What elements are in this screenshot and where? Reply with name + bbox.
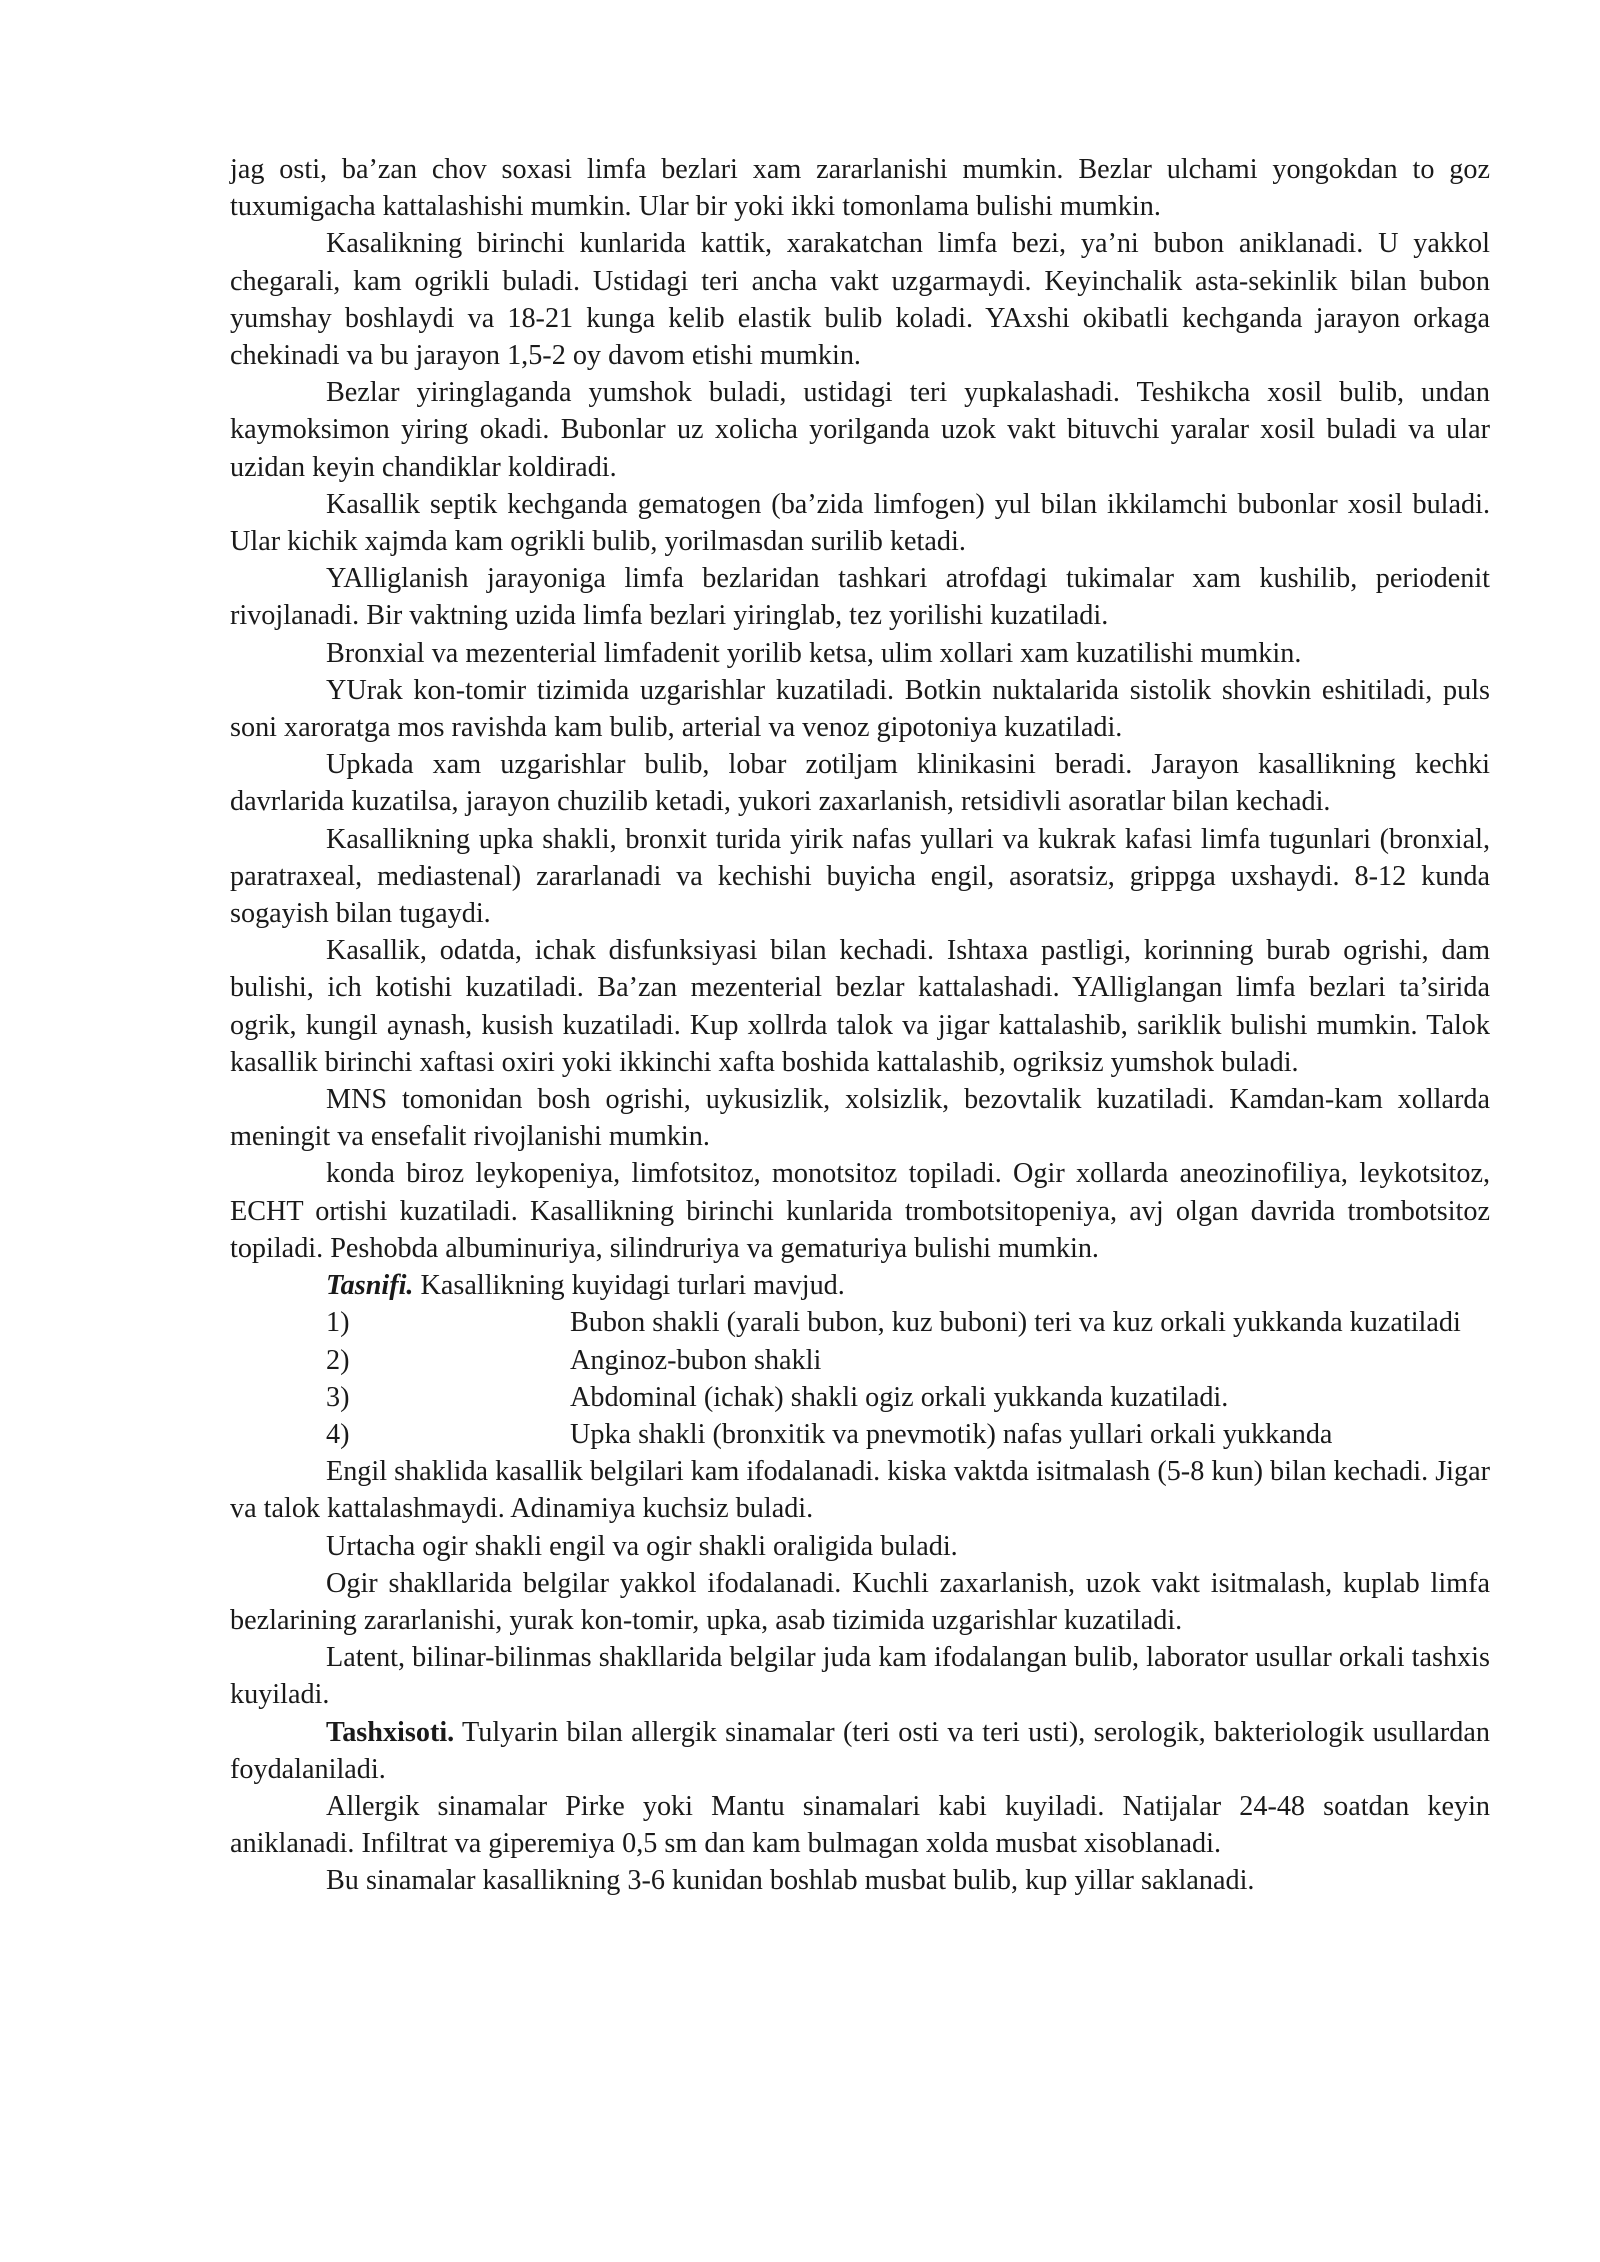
paragraph: Bezlar yiringlaganda yumshok buladi, ustidagi teri yupkalashadi. Teshikcha xosil bulib, undan kaymoksimon yiring okadi. Bubonlar uz xolicha yorilganda uzok vakt bituvchi yaralar xosil buladi va ular uzidan keyin chandiklar koldiradi. — [230, 377, 1490, 483]
paragraph: Kasallik septik kechganda gematogen (ba’zida limfogen) yul bilan ikkilamchi bubonlar xosil buladi. Ular kichik xajmda kam ogrikli bulib, yorilmasdan surilib ketadi. — [230, 488, 1490, 558]
paragraph: Upkada xam uzgarishlar bulib, lobar zotiljam klinikasini beradi. Jarayon kasallikning kechki davrlarida kuzatilsa, jarayon chuzilib ketadi, yukori zaxarlanish, retsidivli asoratlar bilan kechadi. — [230, 749, 1490, 818]
list-item — [230, 1342, 1490, 1379]
paragraph: YAlliglanish jarayoniga limfa bezlaridan tashkari atrofdagi tukimalar xam kushilib, periodenit rivojlanadi. Bir vaktning uzida limfa bezlari yiringlab, tez yorilishi kuzatiladi. — [230, 563, 1490, 632]
paragraph: Allergik sinamalar Pirke yoki Mantu sinamalari kabi kuyiladi. Natijalar 24-48 soatdan keyin aniklanadi. Infiltrat va giperemiya 0,5 sm dan kam bulmagan xolda musbat xisoblanadi. — [230, 1790, 1490, 1860]
list-item-number: 1) — [326, 1307, 350, 1339]
diagnosis-heading: Tashxisoti. — [326, 1716, 455, 1748]
list-item-number: 3) — [326, 1381, 350, 1413]
list-item-text: Abdominal (ichak) shakli ogiz orkali yukkanda kuzatiladi. — [570, 1381, 1229, 1413]
diagnosis-paragraph — [230, 1714, 1490, 1788]
list-item-text: Upka shakli (bronxitik va pnevmotik) nafas yullari orkali yukkanda — [570, 1418, 1333, 1450]
paragraph: Bu sinamalar kasallikning 3-6 kunidan boshlab musbat bulib, kup yillar saklanadi. — [326, 1865, 1255, 1897]
paragraph: Latent, bilinar-bilinmas shakllarida belgilar juda kam ifodalangan bulib, laborator usullar orkali tashxis kuyiladi. — [230, 1642, 1490, 1711]
classification-intro: Kasallikning kuyidagi turlari mavjud. — [413, 1270, 845, 1302]
list-item — [230, 1304, 1490, 1341]
list-item-number: 4) — [326, 1418, 350, 1450]
classification-paragraph — [230, 1267, 1490, 1304]
paragraph: Kasalikning birinchi kunlarida kattik, xarakatchan limfa bezi, ya’ni bubon aniklanadi. U yakkol chegarali, kam ogrikli buladi. Ustidagi teri ancha vakt uzgarmaydi. Keyinchalik asta-sekinlik bilan bubon yumshay boshlaydi va 18-21 kunga kelib elastik bulib koladi. YAxshi okibatli kechganda jarayon orkaga chekinadi va bu jarayon 1,5-2 oy davom etishi mumkin. — [230, 228, 1490, 372]
paragraph: Engil shaklida kasallik belgilari kam ifodalanadi. kiska vaktda isitmalash (5-8 kun) bilan kechadi. Jigar va talok kattalashmaydi. Adinamiya kuchsiz buladi. — [230, 1456, 1490, 1525]
paragraph: Kasallikning upka shakli, bronxit turida yirik nafas yullari va kukrak kafasi limfa tugunlari (bronxial, paratraxeal, mediastenal) zararlanadi va kechishi buyicha engil, asoratsiz, grippga uxshaydi. 8-12 kunda sogayish bilan tugaydi. — [230, 823, 1490, 930]
list-item — [230, 1416, 1490, 1453]
list-item-text: Anginoz-bubon shakli — [570, 1344, 822, 1376]
classification-heading: Tasnifi. — [326, 1270, 414, 1302]
diagnosis-intro: Tulyarin bilan allergik sinamalar (teri osti va teri usti), serologik, bakteriologik usullardan foydalaniladi. — [230, 1716, 1490, 1785]
paragraph: Ogir shakllarida belgilar yakkol ifodalanadi. Kuchli zaxarlanish, uzok vakt isitmalash, kuplab limfa bezlarining zararlanishi, yurak kon-tomir, upka, asab tizimida uzgarishlar kuzatiladi. — [230, 1567, 1490, 1636]
list-item-number: 2) — [326, 1344, 350, 1376]
list-item — [230, 1379, 1490, 1416]
paragraph: Urtacha ogir shakli engil va ogir shakli oraligida buladi. — [326, 1530, 958, 1562]
paragraph: Bronxial va mezenterial limfadenit yorilib ketsa, ulim xollari xam kuzatilishi mumkin. — [326, 637, 1302, 669]
list-item-text: Bubon shakli (yarali bubon, kuz buboni) teri va kuz orkali yukkanda kuzatiladi — [570, 1307, 1461, 1339]
paragraph: MNS tomonidan bosh ogrishi, uykusizlik, xolsizlik, bezovtalik kuzatiladi. Kamdan-kam xollarda meningit va ensefalit rivojlanishi mumkin. — [230, 1084, 1490, 1153]
paragraph: konda biroz leykopeniya, limfotsitoz, monotsitoz topiladi. Ogir xollarda aneozinofiliya, leykotsitoz, ECHT ortishi kuzatiladi. Kasallikning birinchi kunlarida trombotsitopeniya, avj olgan davrida trombotsitoz topiladi. Peshobda albuminuriya, silindruriya va gematuriya bulishi mumkin. — [230, 1158, 1490, 1264]
paragraph: Kasallik, odatda, ichak disfunksiyasi bilan kechadi. Ishtaxa pastligi, korinning burab ogrishi, dam bulishi, ich kotishi kuzatiladi. Ba’zan mezenterial bezlar kattalashadi. YAlliglangan limfa bezlari ta’sirida ogrik, kungil aynash, kusish kuzatiladi. Kup xollrda talok va jigar kattalashib, sariklik bulishi mumkin. Talok kasallik birinchi xaftasi oxiri yoki ikkinchi xafta boshida kattalashib, ogriksiz yumshok buladi. — [230, 935, 1490, 1078]
paragraph: YUrak kon-tomir tizimida uzgarishlar kuzatiladi. Botkin nuktalarida sistolik shovkin eshitiladi, puls soni xaroratga mos ravishda kam bulib, arterial va venoz gipotoniya kuzatiladi. — [230, 674, 1490, 744]
document-page — [230, 151, 1490, 1900]
paragraph: jag osti, ba’zan chov soxasi limfa bezlari xam zararlanishi mumkin. Bezlar ulchami yongokdan to goz tuxumigacha kattalashishi mumkin. Ular bir yoki ikki tomonlama bulishi mumkin. — [230, 154, 1490, 223]
